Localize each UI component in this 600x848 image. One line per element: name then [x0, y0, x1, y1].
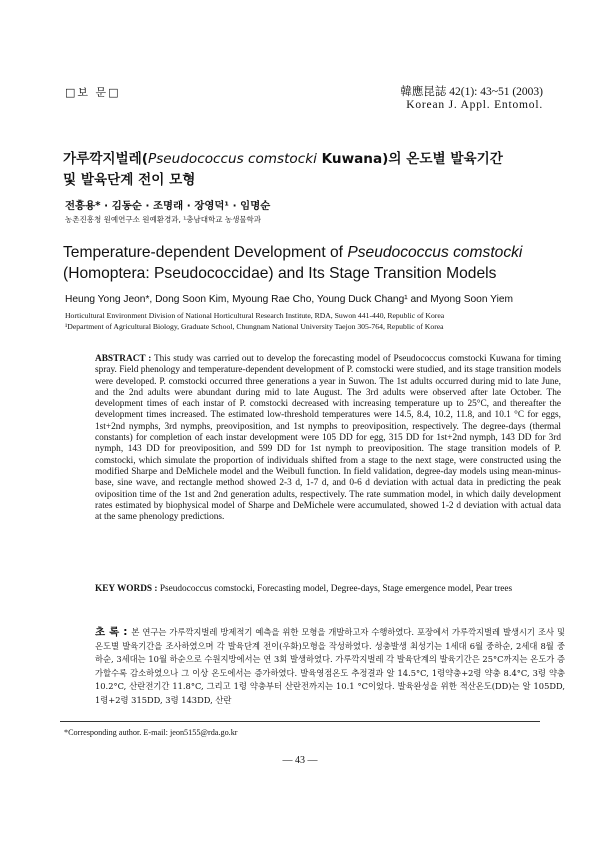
affiliation-1: Horticultural Environment Division of National Horticultural Research Institute, RDA, Suwon 441-440, Republic of Korea [65, 311, 445, 320]
korean-affiliation: 농촌진흥청 원예연구소 원예환경과, ¹충남대학교 농생물학과 [65, 215, 262, 224]
korean-title [63, 149, 503, 191]
english-authors: Heung Yong Jeon*, Dong Soon Kim, Myoung Rae Cho, Young Duck Chang¹ and Myong Soon Yiem [65, 294, 513, 305]
section-label: □보 문□ [65, 86, 121, 99]
english-title-species: Pseudococcus comstocki [347, 244, 523, 261]
korean-title-line2: 및 발육단계 전이 모형 [63, 172, 196, 188]
korean-abstract [95, 626, 565, 708]
korean-abstract-label: 초 록 : [95, 626, 128, 638]
abstract-label: ABSTRACT : [95, 354, 152, 364]
english-title-pre: Temperature-dependent Development of [63, 244, 348, 261]
korean-abstract-text: 본 연구는 가루깍지벌레 방제적기 예측을 위한 모형을 개발하고자 수행하였다. 포장에서 가루깍지벌레 발생시기 조사 및 온도별 발육기간을 조사하였으며 각 발육단계 전이(우화)모형을 작성하였다. 성충발생 최성기는 1세대 6월 중하순, 2세대 8월 중하순, 3세대는 10월 하순으로 수원지방에서는 연 3회 발생하였다. 가루깍지벌레 각 발육단계의 발육기간은 25°C까지는 온도가 증가할수록 감소하였으나 그 이상 온도에서는 증가하였다. 발육영점온도 추정결과 알 14.5°C, 1령약충+2령 약충 8.4°C, 3령 약충 10.2°C, 산란전기간 11.8°C, 그리고 1령 약충부터 산란전까지는 10.1 °C이었다. 발육완성을 위한 적산온도(DD)는 알 105DD, 1령+2령 315DD, 3령 143DD, 산란 [95, 627, 565, 705]
korean-title-post: Kuwana)의 온도별 발육기간 [316, 151, 503, 167]
english-affiliations [65, 311, 444, 332]
page-number: — 43 — [282, 755, 318, 766]
journal-en: Korean J. Appl. Entomol. [406, 99, 543, 111]
english-title-line2: (Homoptera: Pseudococcidae) and Its Stage Transition Models [63, 265, 497, 282]
korean-authors: 전흥용* · 김동순 · 조명래 · 장영덕¹ · 임명순 [65, 200, 271, 212]
korean-title-pre: 가루깍지벌레( [63, 151, 149, 167]
abstract [95, 354, 561, 523]
korean-title-species: Pseudococcus comstocki [148, 151, 317, 167]
keywords-text: Pseudococcus comstocki, Forecasting model, Degree-days, Stage emergence model, Pear trees [159, 584, 513, 594]
corresponding-author-footnote: *Corresponding author. E-mail: jeon5155@rda.go.kr [64, 728, 238, 737]
footnote-divider [60, 721, 540, 722]
journal-kr: 韓應昆誌 42(1): 43~51 (2003) [400, 86, 543, 98]
keywords-label: KEY WORDS : [95, 584, 158, 594]
journal-citation [400, 83, 543, 111]
keywords [95, 584, 561, 595]
english-title [63, 242, 522, 284]
abstract-text: This study was carried out to develop the forecasting model of Pseudococcus comstocki Kuwana for timing spray. Field phenology and temperature-dependent development of P. comstocki were studied, and its stage transition models were developed. P. comstocki occurred three generations a year in Suwon. The 1st adults occurred during mid to late June, and the 2nd adults were abundant during mid to late August. The 3rd adults were observed after late October. The development times of each instar of P. comstocki decreased with increasing temperature up to 25°C, and thereafter the development times increased. The estimated low-threshold temperatures were 14.5, 8.4, 10.2, 11.8, and 10.1 °C for eggs, 1st+2nd nymphs, 3rd nymphs, preoviposition, and 1st nymphs to preoviposition, respectively. The degree-days (thermal constants) for completion of each instar development were 105 DD for egg, 315 DD for 1st+2nd nymph, 143 DD for 3rd nymph, 143 DD for preoviposition, and 599 DD for 1st nymph to preoviposition. The stage transition models of P. comstocki, which simulate the proportion of individuals shifted from a stage to the next stage, were constructed using the modified Sharpe and DeMichele model and the Weibull function. In field validation, degree-day models using mean-minus-base, sine wave, and rectangle method showed 2-3 d, 1-7 d, and 0-6 d deviation with actual data in predicting the peak oviposition time of the 1st and 2nd generation adults, respectively. The rate summation model, in which daily development rates estimated by biophysical model of Sharpe and DeMichele were accumulated, showed 1-2 d deviation with actual data at the same phenology predictions. [95, 354, 561, 523]
affiliation-2: ¹Department of Agricultural Biology, Graduate School, Chungnam National University Taejon 305-764, Republic of Korea [65, 321, 444, 331]
